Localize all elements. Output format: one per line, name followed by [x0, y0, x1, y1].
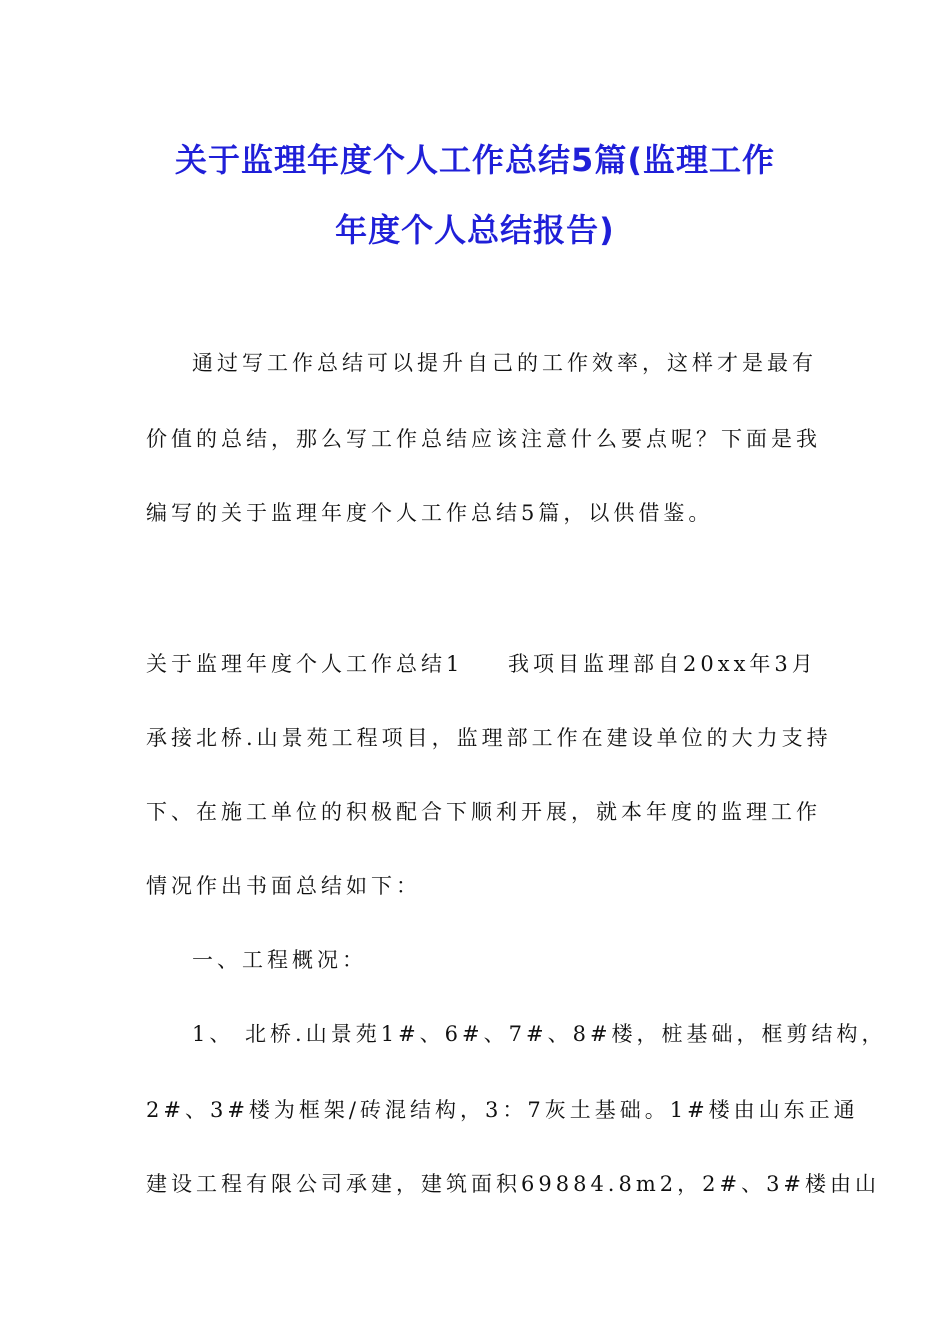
- section-body-line-8: 建设工程有限公司承建，建筑面积69884.8m2，2#、3#楼由山: [146, 1172, 881, 1196]
- intro-line-2: 价值的总结，那么写工作总结应该注意什么要点呢？下面是我: [146, 427, 821, 451]
- document-title-line-1: 关于监理年度个人工作总结5篇(监理工作: [175, 141, 775, 179]
- section-body-line-3: 下、在施工单位的积极配合下顺利开展，就本年度的监理工作: [146, 800, 821, 824]
- section-body-line-4: 情况作出书面总结如下：: [146, 874, 421, 898]
- document-title-line-2: 年度个人总结报告): [335, 211, 615, 249]
- section-body-line-5: 一、工程概况：: [192, 948, 367, 972]
- section-heading: 关于监理年度个人工作总结1: [146, 652, 464, 676]
- section-body-line-1: 我项目监理部自20xx年3月: [508, 652, 817, 676]
- section-body-line-2: 承接北桥.山景苑工程项目，监理部工作在建设单位的大力支持: [146, 726, 832, 750]
- section-body-line-7: 2#、3#楼为框架/砖混结构，3：7灰土基础。1#楼由山东正通: [146, 1098, 859, 1122]
- intro-line-3: 编写的关于监理年度个人工作总结5篇，以供借鉴。: [146, 501, 714, 525]
- intro-line-1: 通过写工作总结可以提升自己的工作效率，这样才是最有: [192, 351, 817, 375]
- section-body-line-6: 1、 北桥.山景苑1#、6#、7#、8#楼，桩基础，框剪结构，: [192, 1022, 887, 1046]
